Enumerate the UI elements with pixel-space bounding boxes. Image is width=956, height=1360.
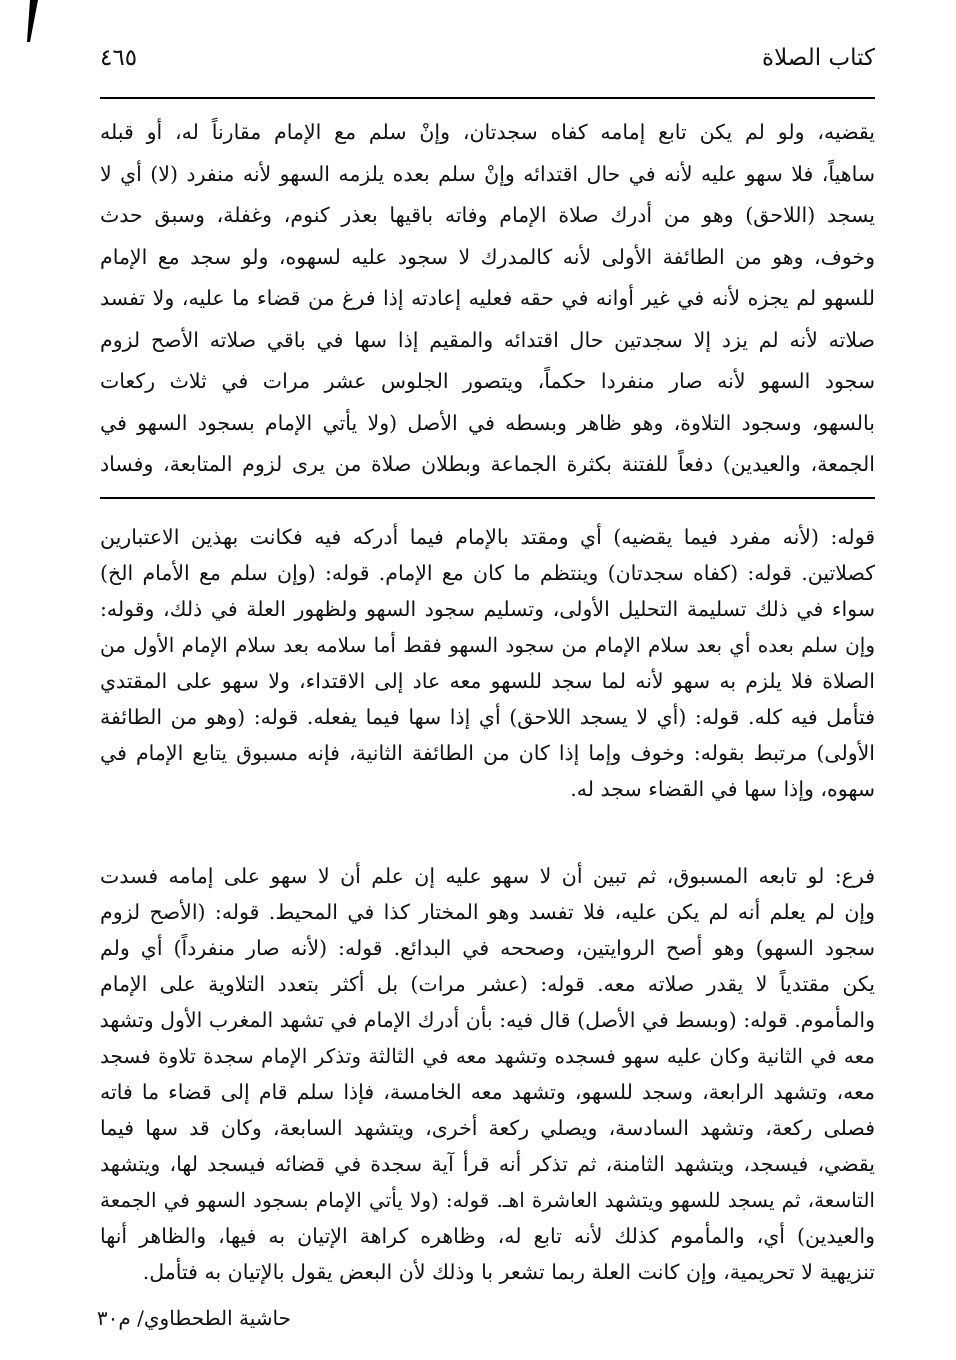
commentary-paragraph-2	[100, 858, 875, 1290]
page-header	[100, 38, 875, 78]
commentary-line: سهوه، وإذا سها في القضاء سجد له.	[570, 777, 875, 801]
commentary-line: فتأمل فيه كله. قوله: (أي لا يسجد اللاحق) أي إذا سها فيما يفعله. قوله: (وهو من الطائفة	[100, 705, 875, 729]
commentary-line: التاسعة، ثم يسجد للسهو ويتشهد العاشرة اهـ. قوله: (ولا يأتي الإمام بسجود السهو في الجمعة	[100, 1188, 875, 1212]
main-line: الجمعة، والعيدين) دفعاً للفتنة بكثرة الجماعة وبطلان صلاة من يرى لزوم المتابعة، وفساد	[100, 452, 875, 476]
corner-mark	[0, 0, 40, 50]
commentary-line: والمأموم. قوله: (وبسط في الأصل) قال فيه: بأن أدرك الإمام في تشهد المغرب الأول وتشهد	[100, 1008, 875, 1032]
commentary-line: قوله: (لأنه مفرد فيما يقضيه) أي ومقتد بالإمام فيما أدركه فيه فكانت بهذين الاعتبارين	[100, 525, 875, 549]
commentary-line: الأولى) مرتبط بقوله: وخوف وإما إذا كان من الطائفة الثانية، فإنه مسبوق يتابع الإمام في	[100, 741, 875, 765]
commentary-line: يقضي، فيسجد، ويتشهد الثامنة، ثم تذكر أنه قرأ آية سجدة في قضائه فيسجد لها، ويتشهد	[100, 1152, 875, 1176]
commentary-paragraph-1	[100, 519, 875, 807]
main-line: يسجد (اللاحق) وهو من أدرك صلاة الإمام وفاته باقيها بعذر كنوم، وغفلة، وسبق حدث	[100, 203, 875, 227]
commentary-line: سجود السهو) وهو أصح الروايتين، وصححه في البدائع. قوله: (لأنه صار منفرداً) أي ولم	[100, 936, 875, 960]
commentary-divider	[100, 497, 875, 499]
book-title: كتاب الصلاة	[762, 45, 875, 71]
commentary-line: والعيدين) أي، والمأموم كذلك لأنه تابع له، وظاهره كراهة الإتيان به فيها، والظاهر أنها	[100, 1224, 875, 1248]
main-line: يقضيه، ولو لم يكن تابع إمامه كفاه سجدتان، وإنْ سلم مع الإمام مقارناً له، أو قبله	[100, 120, 875, 144]
page-number: ٤٦٥	[100, 45, 138, 71]
commentary-line: كصلاتين. قوله: (كفاه سجدتان) وينتظم ما كان مع الإمام. قوله: (وإن سلم مع الأمام الخ)	[100, 561, 875, 585]
main-line: بالسهو، وسجود التلاوة، وهو ظاهر وبسطه في الأصل (ولا يأتي الإمام بسجود السهو في	[100, 410, 875, 435]
main-line: وخوف، وهو من الطائفة الأولى لأنه كالمدرك لا سجود عليه لسهوه، ولو سجد مع الإمام	[100, 244, 875, 269]
commentary-line: فصلى ركعة، وتشهد السادسة، ويصلي ركعة أخرى، ويتشهد السابعة، وكان قد سها فيما	[100, 1116, 875, 1140]
commentary-line: تنزيهية لا تحريمية، وإن كانت العلة ربما تشعر با وذلك لأن البعض يقول بالإتيان به فتأمل.	[142, 1260, 875, 1284]
footer-signature: حاشية الطحطاوي/ م٣٠	[96, 1306, 291, 1330]
header-rule	[100, 97, 875, 99]
main-line: صلاته لأنه لم يزد إلا سجدتين حال اقتدائه والمقيم إذا سها في باقي صلاته الأصح لزوم	[100, 327, 875, 352]
commentary-line: معه في الثانية وكان عليه سهو فسجده وتشهد معه في الثالثة وتذكر الإمام سجدة تلاوة فسجد	[100, 1044, 875, 1068]
main-text	[100, 112, 875, 486]
commentary-line: يكن مقتدياً لا يقدر صلاته معه. قوله: (عشر مرات) بل أكثر بتعدد التلاوية على الإمام	[100, 972, 875, 996]
commentary-line: وإن لم يعلم أنه لم يكن عليه، فلا تفسد وهو المختار كذا في المحيط. قوله: (الأصح لزوم	[100, 900, 875, 924]
commentary-line: الصلاة فلا يلزم به سهو لأنه لما سجد للسهو معه عاد إلى الاقتداء، ولا سهو على المقتدي	[100, 669, 875, 693]
main-line: ساهياً، فلا سهو عليه لأنه في حال اقتدائه وإنْ سلم بعده يلزمه السهو لأنه منفرد (لا) أي لا	[100, 161, 875, 186]
commentary-line: فرع: لو تابعه المسبوق، ثم تبين أن لا سهو عليه إن علم أن لا سهو على إمامه فسدت	[100, 864, 875, 888]
commentary-line: معه، وتشهد الرابعة، وسجد للسهو، وتشهد معه الخامسة، فإذا سلم قام إلى قضاء ما فاته	[100, 1080, 875, 1104]
main-line: للسهو لم يجزه لأنه في غير أوانه في حقه فعليه إعادته إذا فرغ من قضاء ما عليه، ولا تفسد	[100, 286, 875, 310]
commentary-line: سواء في ذلك تسليمة التحليل الأولى، وتسليم سجود السهو ولظهور العلة في ذلك، وقوله:	[100, 597, 875, 621]
commentary-line: وإن سلم بعده أي بعد سلام الإمام من سجود السهو فقط أما سلامه بعد سلام الإمام الأول من	[100, 633, 875, 657]
main-line: سجود السهو لأنه صار منفردا حكماً، ويتصور الجلوس عشر مرات في ثلاث ركعات	[100, 369, 875, 393]
